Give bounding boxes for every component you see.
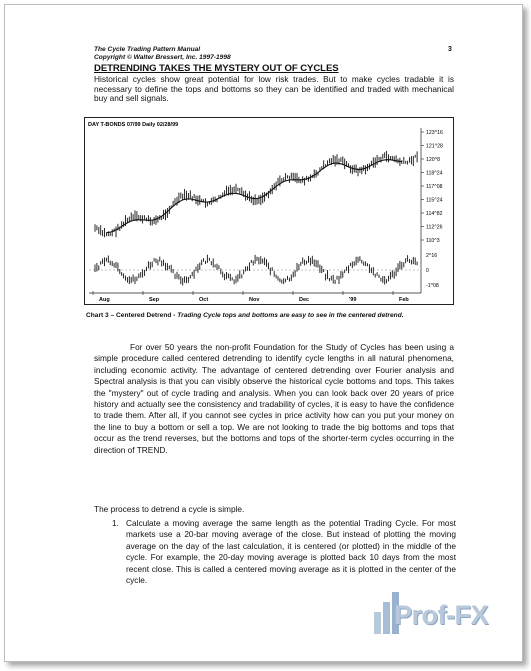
month-label: '99 — [349, 297, 357, 303]
watermark-text: Prof-FX — [394, 600, 488, 630]
caption-text: Trading Cycle tops and bottoms are easy to see in the centered detrend. — [177, 312, 404, 319]
price-axis-label: 112^26 — [426, 224, 443, 231]
oscillator-axis-label: 0 — [426, 268, 429, 274]
watermark-logo — [368, 592, 518, 638]
process-intro: The process to detrend a cycle is simple. — [94, 504, 245, 514]
month-label: Sep — [149, 297, 160, 303]
month-label: Feb — [399, 297, 409, 303]
body-paragraph — [94, 342, 454, 456]
month-label: Aug — [99, 297, 110, 303]
intro-paragraph: Historical cycles show great potential for low risk trades. But to make cycles tradable it is necessary to define the tops and bottoms so they can be identified and traded with mechanical buy and sell signals. — [94, 74, 454, 103]
price-chart-svg — [85, 118, 453, 304]
oscillator-axis-label: -1^08 — [426, 283, 439, 289]
month-label: Oct — [199, 297, 209, 303]
step-number: 1. — [112, 518, 119, 528]
copyright-line: Copyright © Walter Bressert, Inc. 1997-1998 — [94, 54, 231, 61]
body-paragraph-text: For over 50 years the non-profit Foundation for the Study of Cycles has been using a simple procedure called centered detrending to identify cycle lengths in all natural phenomena, including economic activity. The advantage of centered detrending over Fourier analysis and Spectral analysis is that you can visibly observe the historical cycle bottoms and tops. This takes the "mystery" out of cycle trading and analysis. When you can look back over 20 years of price history and actually see the consistency and tradability of cycles, it is easy to have the confidence to trade them. After all, if you cannot see cycles in price activity how can you put your money on the line to buy a bottom or sell a top. We are not looking to trade the big bottoms and tops that occur as the trend reverses, but the bottoms and tops of the shorter-term cycles occurring in the direction of TREND. — [94, 342, 454, 455]
chart-header-text: DAY T-BONDS 07/99 Daily 02/28/99 — [88, 122, 179, 128]
numbered-step — [112, 518, 456, 586]
price-chart-figure — [84, 117, 454, 305]
price-axis-label: 123^16 — [426, 130, 443, 136]
price-axis-label: 114^82 — [426, 211, 443, 217]
figure-caption — [86, 312, 456, 319]
month-label: Dec — [299, 297, 310, 303]
price-axis-label: 110^3 — [426, 238, 440, 244]
price-axis-label: 120^8 — [426, 157, 440, 163]
caption-label: Chart 3 – Centered Detrend - — [86, 312, 178, 319]
price-axis-label: 115^24 — [426, 197, 443, 204]
section-title: DETRENDING TAKES THE MYSTERY OUT OF CYCLES — [94, 63, 339, 74]
page-number: 3 — [448, 46, 452, 53]
step-text: Calculate a moving average the same length as the potential Trading Cycle. For most markets use a 20-bar moving average of the close. But instead of plotting the moving average on the day of the last calculation, it is centered (or plotted) in the middle of the cycle. For example, the 20-day moving average is plotted back 10 days from the most recent close. This is called a centered moving average as it is plotted in the center of the cycle. — [126, 518, 456, 586]
oscillator-axis-label: 2^16 — [426, 253, 438, 259]
month-label: Nov — [249, 297, 260, 303]
price-axis-label: 118^24 — [426, 170, 443, 177]
price-axis-label: 121^28 — [426, 143, 443, 150]
price-axis-label: 117^08 — [426, 184, 443, 190]
manual-title: The Cycle Trading Pattern Manual — [94, 46, 201, 53]
running-header — [94, 46, 231, 62]
